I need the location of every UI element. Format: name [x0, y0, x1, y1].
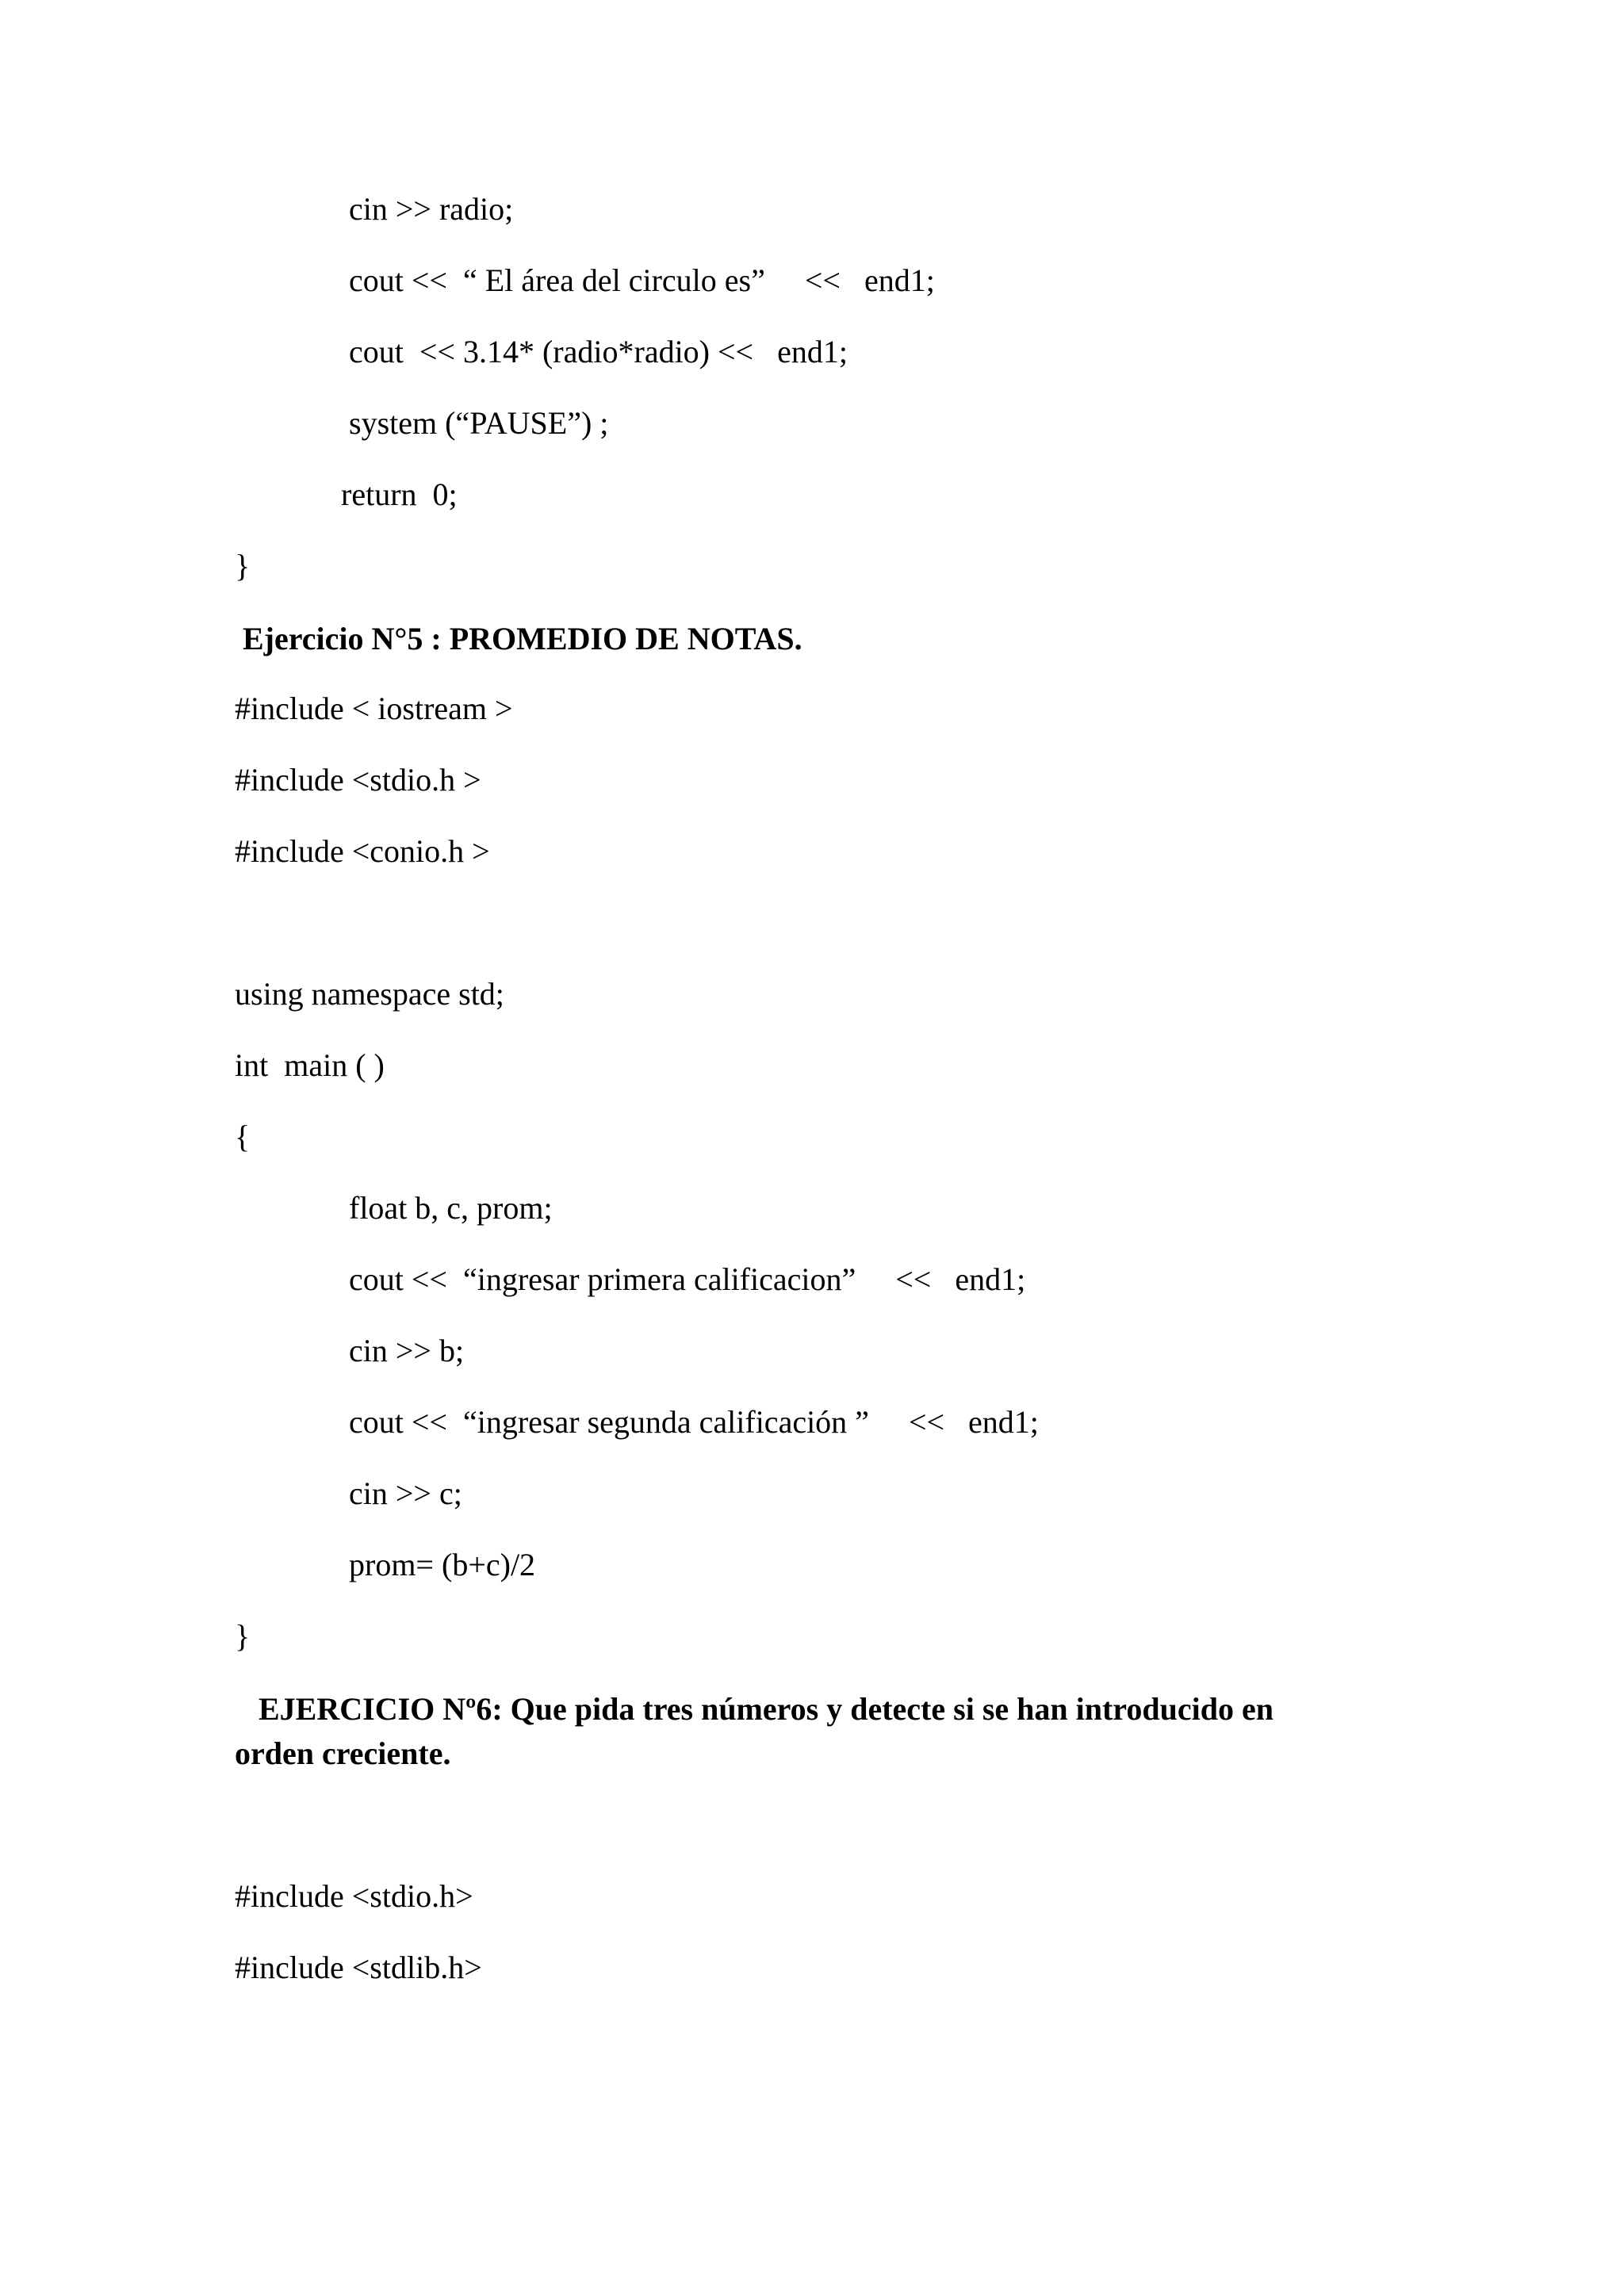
code-line: {: [235, 1119, 251, 1154]
include-line: #include <conio.h >: [235, 833, 490, 869]
code-line: }: [235, 1618, 251, 1654]
exercise-6-heading-continued: orden creciente.: [235, 1735, 451, 1771]
code-line: cin >> b;: [349, 1333, 465, 1368]
include-line: #include <stdlib.h>: [235, 1950, 482, 1985]
code-line: cout << “ingresar primera calificacion” << end1;: [349, 1261, 1026, 1297]
code-line: cout << 3.14* (radio*radio) << end1;: [349, 334, 848, 369]
code-line: int main ( ): [235, 1047, 385, 1083]
code-line: return 0;: [341, 476, 458, 512]
code-line: prom= (b+c)/2: [349, 1547, 536, 1582]
code-line: cout << “ El área del circulo es” << end1;: [349, 262, 935, 298]
code-line: cin >> c;: [349, 1475, 462, 1511]
include-line: #include <stdio.h>: [235, 1878, 473, 1914]
exercise-5-heading: Ejercicio N°5 : PROMEDIO DE NOTAS.: [243, 621, 802, 656]
code-line: float b, c, prom;: [349, 1190, 553, 1226]
code-line: cout << “ingresar segunda calificación ” << end1;: [349, 1404, 1039, 1440]
code-line: using namespace std;: [235, 976, 504, 1012]
code-line: system (“PAUSE”) ;: [349, 405, 609, 441]
include-line: #include <stdio.h >: [235, 762, 481, 798]
code-line: cin >> radio;: [349, 191, 514, 227]
exercise-6-heading: EJERCICIO Nº6: Que pida tres números y detecte si se han introducido en: [259, 1691, 1274, 1727]
code-line: }: [235, 548, 251, 584]
include-line: #include < iostream >: [235, 691, 513, 726]
